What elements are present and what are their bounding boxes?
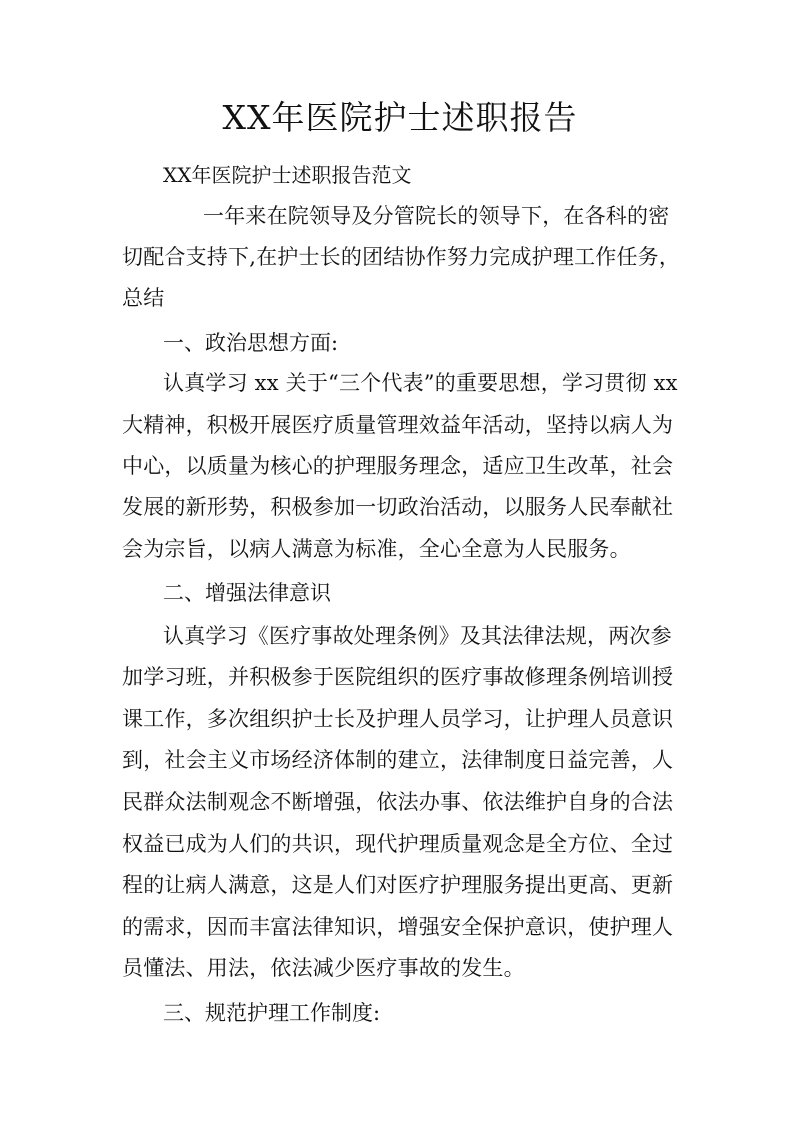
section-heading: 二、增强法律意识 <box>163 581 331 605</box>
section-heading: 一、政治思想方面: <box>163 331 339 355</box>
intro-line: 一年来在院领导及分管院长的领导下，在各科的密 <box>203 204 670 228</box>
paragraph-line: 中心，以质量为核心的护理服务理念，适应卫生改革，社会 <box>122 454 674 478</box>
document-title: XX年医院护士述职报告 <box>222 98 578 137</box>
paragraph-line: 认真学习 xx 关于“三个代表”的重要思想，学习贯彻 xx <box>163 371 678 395</box>
paragraph-line: 权益已成为人们的共识，现代护理质量观念是全方位、全过 <box>122 832 674 856</box>
paragraph-line: 员懂法、用法，依法减少医疗事故的发生。 <box>122 956 525 980</box>
intro-line: 切配合支持下,在护士长的团结协作努力完成护理工作任务， <box>122 245 681 269</box>
paragraph-line: 大精神，积极开展医疗质量管理效益年活动，坚持以病人为 <box>122 413 674 437</box>
paragraph-line: 加学习班，并积极参于医院组织的医疗事故修理条例培训授 <box>122 665 674 689</box>
paragraph-line: 会为宗旨，以病人满意为标准，全心全意为人民服务。 <box>122 537 631 561</box>
paragraph-line: 程的让病人满意，这是人们对医疗护理服务提出更高、更新 <box>122 873 674 897</box>
section-heading: 三、规范护理工作制度: <box>163 1001 381 1025</box>
paragraph-line: 到，社会主义市场经济体制的建立，法律制度日益完善，人 <box>122 748 674 772</box>
intro-line: 总结 <box>122 286 165 310</box>
paragraph-line: 认真学习《医疗事故处理条例》及其法律法规，两次参 <box>163 624 672 648</box>
document-subtitle: XX年医院护士述职报告范文 <box>163 163 412 187</box>
paragraph-line: 的需求，因而丰富法律知识，增强安全保护意识，使护理人 <box>122 915 674 939</box>
paragraph-line: 课工作，多次组织护士长及护理人员学习，让护理人员意识 <box>122 707 674 731</box>
paragraph-line: 民群众法制观念不断增强，依法办事、依法维护自身的合法 <box>122 790 674 814</box>
paragraph-line: 发展的新形势，积极参加一切政治活动，以服务人民奉献社 <box>122 495 674 519</box>
